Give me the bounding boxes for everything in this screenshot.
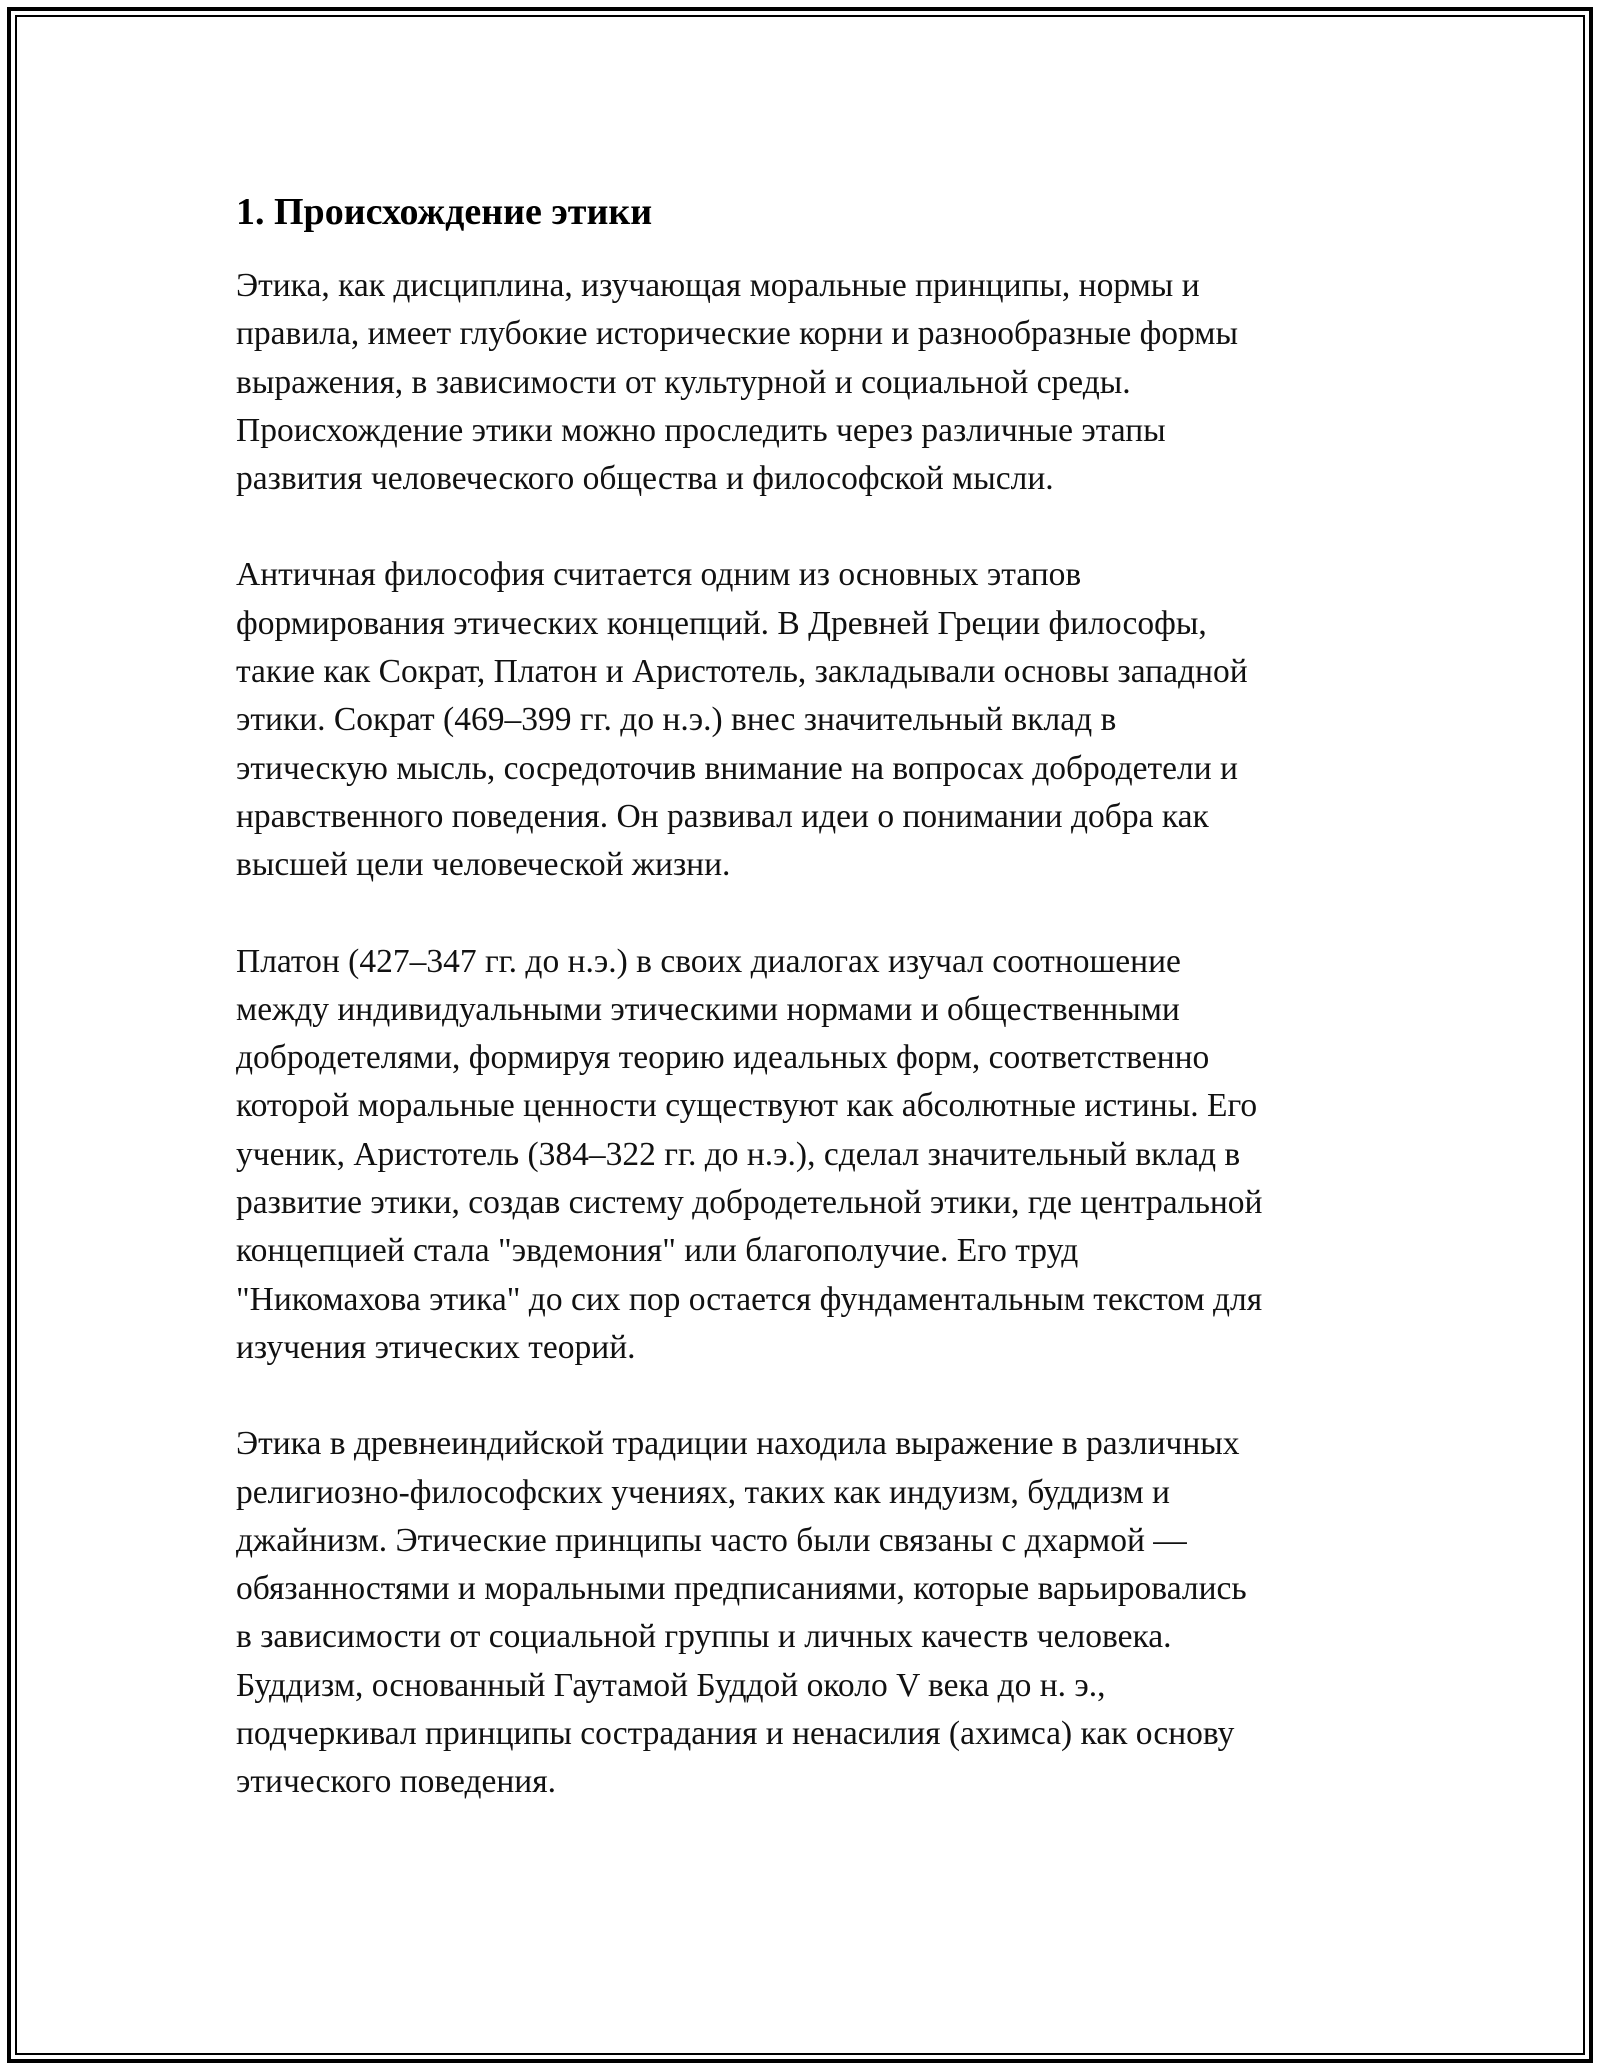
paragraph-plato-aristotle: Платон (427–347 гг. до н.э.) в своих диалогах изучал соотношение между индивидуальными этическими нормами и общественными добродетелями, формируя теорию идеальных форм, соответственно которой моральные ценности существуют как абсолютные истины. Его ученик, Аристотель (384–322 гг. до н.э.), сделал значительный вклад в развитие этики, создав систему добродетельной этики, где центральной концепцией стала "эвдемония" или благополучие. Его труд "Никомахова этика" до сих пор остается фундаментальным текстом для изучения этических теорий.: [236, 942, 1263, 1366]
document-body: [236, 188, 1376, 1855]
section-heading: 1. Происхождение этики: [236, 191, 653, 233]
paragraph-ancient-philosophy: Античная философия считается одним из основных этапов формирования этических концепций. В Древней Греции философы, такие как Сократ, Платон и Аристотель, закладывали основы западной этики. Сократ (469–399 гг. до н.э.) внес значительный вклад в этическую мысль, сосредоточив внимание на вопросах добродетели и нравственного поведения. Он развивал идеи о понимании добра как высшей цели человеческой жизни.: [236, 556, 1248, 884]
paragraph-origin-intro: Этика, как дисциплина, изучающая моральные принципы, нормы и правила, имеет глубокие исторические корни и разнообразные формы выражения, в зависимости от культурной и социальной среды. Происхождение этики можно проследить через различные этапы развития человеческого общества и философской мысли.: [236, 267, 1238, 498]
paragraph-ancient-india: Этика в древнеиндийской традиции находила выражение в различных религиозно-философских учениях, таких как индуизм, буддизм и джайнизм. Этические принципы часто были связаны с дхармой — обязанностями и моральными предписаниями, которые варьировались в зависимости от социальной группы и личных качеств человека. Буддизм, основанный Гаутамой Буддой около V века до н. э., подчеркивал принципы сострадания и ненасилия (ахимса) как основу этического поведения.: [236, 1425, 1247, 1801]
